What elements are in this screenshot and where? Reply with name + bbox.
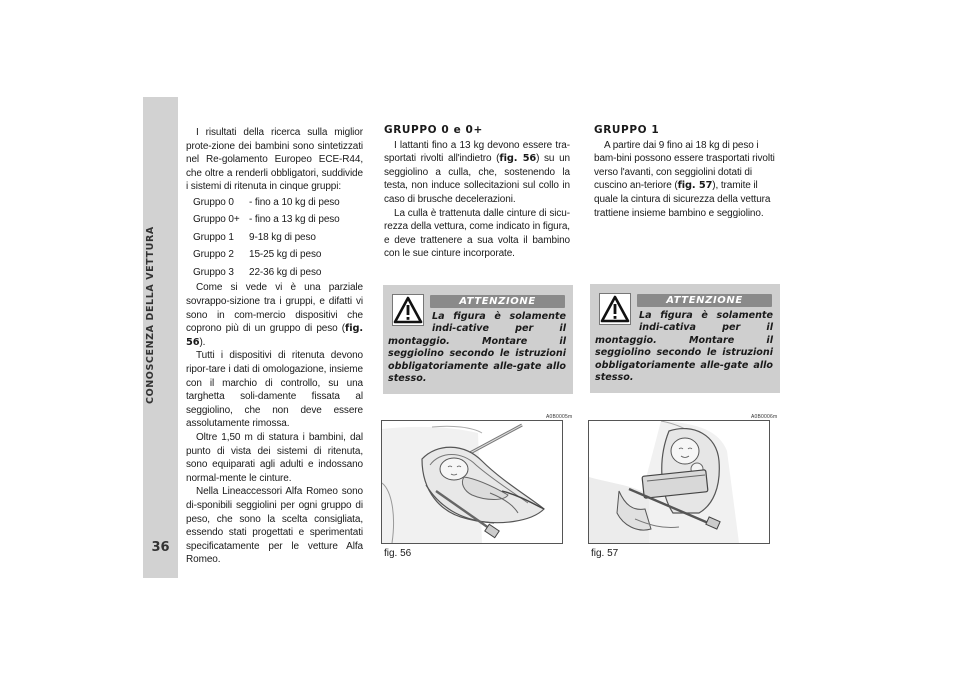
section-title: CONOSCENZA DELLA VETTURA xyxy=(145,226,156,404)
paragraph: La culla è trattenuta dalle cinture di sicu-rezza della vettura, come indicato in figura, e deve trattenere a sua volta il bambino con le sue cinture incorporate. xyxy=(384,207,570,260)
page-number: 36 xyxy=(151,540,170,555)
paragraph: Nella Lineaccessori Alfa Romeo sono di-sponibili seggiolini per ogni gruppo di peso, che sono la scelta consigliata, essendo stati progettati e sperimentati specificatamente per le vetture Alfa Romeo. xyxy=(186,486,363,566)
paragraph: A partire dai 9 fino ai 18 kg di peso i bam-bini possono essere trasportati rivolti verso l'avanti, con seggiolini dotati di cuscino an-teriore (fig. 57), tramite il quale la cintura di sicurezza della vettura trattiene insieme bambino e seggiolino. xyxy=(594,139,775,219)
intro-paragraph: I risultati della ricerca sulla miglior prote-zione dei bambini sono sintetizzati nel Re-golamento Europeo ECE-R44, che oltre a renderli obbligatori, suddivide i sistemi di ritenuta in cinque gruppi: xyxy=(186,127,363,193)
paragraph: Tutti i dispositivi di ritenuta devono ripor-tare i dati di omologazione, insieme con il marchio di controllo, su una targhetta soli-damente fissata al seggiolino, che non deve essere assolutamente rimossa. xyxy=(186,350,363,430)
section-heading: GRUPPO 0 e 0+ xyxy=(384,124,483,136)
groups-list xyxy=(186,194,363,282)
paragraph: Come si vede vi è una parziale sovrappo-sizione tra i gruppi, e difatti vi sono in com-mercio dispositivi che coprono più di un gruppo di peso (fig. 56). xyxy=(186,282,363,348)
list-item: Gruppo 0+ - fino a 13 kg di peso xyxy=(193,214,340,226)
figure-56-illustration xyxy=(381,420,563,544)
figure-code: A0B0006m xyxy=(751,414,778,420)
figure-label: fig. 57 xyxy=(591,548,619,559)
side-bar xyxy=(143,97,178,578)
warning-text: La figura è solamente indi-cativa per il montaggio. Montare il seggiolino secondo le istruzioni obbligatoriamente alle-gate allo stesso. xyxy=(595,310,773,384)
warning-title: ATTENZIONE xyxy=(637,294,772,307)
figure-code: A0B0005m xyxy=(546,414,573,420)
warning-title: ATTENZIONE xyxy=(430,295,565,308)
column-1 xyxy=(186,126,363,567)
section-heading: GRUPPO 1 xyxy=(594,124,660,136)
figure-label: fig. 56 xyxy=(384,548,412,559)
column-2 xyxy=(384,124,570,261)
list-item: Gruppo 2 15-25 kg di peso xyxy=(193,249,322,261)
paragraph: Oltre 1,50 m di statura i bambini, dal punto di vista dei sistemi di ritenuta, sono equiparati agli adulti e indossano normal-mente le cinture. xyxy=(186,432,363,484)
figure-reference: fig. 57 xyxy=(677,180,713,192)
column-3 xyxy=(594,124,776,220)
warning-text: La figura è solamente indi-cative per il montaggio. Montare il seggiolino secondo le istruzioni obbligatoriamente alle-gate allo stesso. xyxy=(388,311,566,385)
warning-box xyxy=(383,285,573,394)
list-item: Gruppo 3 22-36 kg di peso xyxy=(193,266,322,278)
list-item: Gruppo 1 9-18 kg di peso xyxy=(193,231,316,243)
figure-reference: fig. 56 xyxy=(499,153,537,165)
figure-reference: fig. 56 xyxy=(186,323,363,348)
warning-box xyxy=(590,284,780,393)
figure-57-illustration xyxy=(588,420,770,544)
paragraph: I lattanti fino a 13 kg devono essere tra-sportati rivolti all'indietro (fig. 56) su un seggiolino a culla, che, sostenendo la testa, non induce sollecitazioni sul collo in caso di brusche decelerazioni. xyxy=(384,139,571,205)
list-item: Gruppo 0 - fino a 10 kg di peso xyxy=(193,196,340,208)
